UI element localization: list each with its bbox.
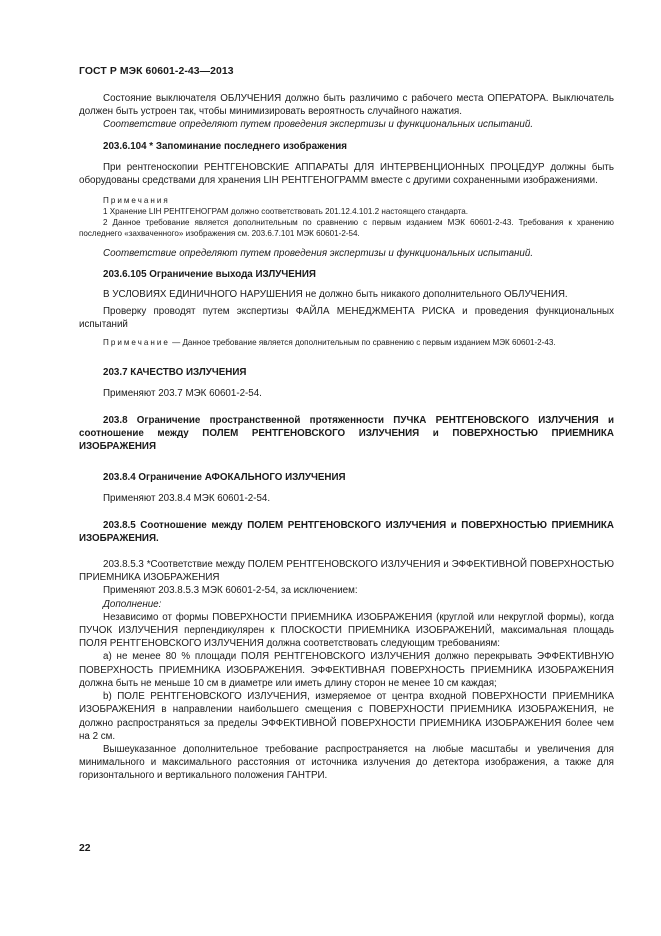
- document-body: [79, 92, 614, 783]
- note-item: 1 Хранение LIH РЕНТГЕНОГРАМ должно соответствовать 201.12.4.101.2 настоящего стандарта.: [103, 207, 469, 217]
- note-item: [79, 337, 614, 348]
- section-heading: 203.7 КАЧЕСТВО ИЗЛУЧЕНИЯ: [103, 367, 247, 379]
- page-number: 22: [79, 843, 91, 854]
- compliance-statement: Соответствие определяют путем проведения экспертизы и функциональных испытаний.: [103, 119, 534, 131]
- section-heading: 203.8.5 Соотношение между ПОЛЕМ РЕНТГЕНОВСКОГО ИЗЛУЧЕНИЯ и ПОВЕРХНОСТЬЮ ПРИЕМНИКА ИЗОБРАЖЕНИЯ.: [79, 519, 614, 544]
- note-text: — Данное требование является дополнительным по сравнению с первым изданием МЭК 60601-2-43.: [169, 338, 556, 348]
- paragraph: Проверку проводят путем экспертизы ФАЙЛА МЕНЕДЖМЕНТА РИСКА и проведения функциональных испытаний: [79, 305, 614, 331]
- list-item: b) ПОЛЕ РЕНТГЕНОВСКОГО ИЗЛУЧЕНИЯ, измеряемое от центра входной ПОВЕРХНОСТИ ПРИЕМНИКА ИЗОБРАЖЕНИЯ в направлении наибольшего смещения с ПОВЕРХНОСТИ ПРИЕМНИКА ИЗОБРАЖЕНИЯ, не должно распространяться за пределы ЭФФЕКТИВНОЙ ПОВЕРХНОСТИ ПРИЕМНИКА ИЗОБРАЖЕНИЯ более чем на 2 см.: [79, 691, 614, 742]
- paragraph: Состояние выключателя ОБЛУЧЕНИЯ должно быть различимо с рабочего места ОПЕРАТОРА. Выключатель должен быть устроен так, чтобы минимизировать вероятность случайного нажатия.: [79, 93, 614, 118]
- paragraph: Вышеуказанное дополнительное требование распространяется на любые масштабы и увеличения для минимального и максимального расстояния от источника излучения до детектора изображения, а также для горизонтального и вертикального положения ГАНТРИ.: [79, 743, 614, 782]
- section-heading: 203.6.105 Ограничение выхода ИЗЛУЧЕНИЯ: [103, 269, 316, 281]
- running-header: ГОСТ Р МЭК 60601-2-43—2013: [79, 66, 234, 77]
- paragraph: 203.8.5.3 *Соответствие между ПОЛЕМ РЕНТГЕНОВСКОГО ИЗЛУЧЕНИЯ и ЭФФЕКТИВНОЙ ПОВЕРХНОСТЬЮ ПРИЕМНИКА ИЗОБРАЖЕНИЯ: [79, 559, 614, 584]
- section-heading: 203.6.104 * Запоминание последнего изображения: [103, 140, 347, 152]
- note-item: 2 Данное требование является дополнительным по сравнению с первым изданием МЭК 60601-2-43. Требования к хранению последнего «захваченного» изображения см. 203.6.7.101 МЭК 60601-2-54.: [79, 218, 614, 239]
- section-heading: 203.8 Ограничение пространственной протяженности ПУЧКА РЕНТГЕНОВСКОГО ИЗЛУЧЕНИЯ и соотношение между ПОЛЕМ РЕНТГЕНОВСКОГО ИЗЛУЧЕНИЯ и ПОВЕРХНОСТЬЮ ПРИЕМНИКА ИЗОБРАЖЕНИЯ: [79, 414, 614, 453]
- paragraph: При рентгеноскопии РЕНТГЕНОВСКИЕ АППАРАТЫ ДЛЯ ИНТЕРВЕНЦИОННЫХ ПРОЦЕДУР должны быть оборудованы средствами для хранения LIH РЕНТГЕНОГРАММ вместе с другими сохраненными изображениями.: [79, 161, 614, 187]
- paragraph: Независимо от формы ПОВЕРХНОСТИ ПРИЕМНИКА ИЗОБРАЖЕНИЯ (круглой или некруглой формы), когда ПУЧОК ИЗЛУЧЕНИЯ перпендикулярен к ПЛОСКОСТИ ПРИЕМНИКА ИЗОБРАЖЕНИЙ, максимальная площадь ПОЛЯ РЕНТГЕНОВСКОГО ИЗЛУЧЕНИЯ должна соответствовать следующим требованиям:: [79, 611, 614, 650]
- compliance-statement: Соответствие определяют путем проведения экспертизы и функциональных испытаний.: [103, 248, 534, 260]
- notes-label: Примечания: [103, 196, 170, 206]
- section-heading: 203.8.4 Ограничение АФОКАЛЬНОГО ИЗЛУЧЕНИЯ: [103, 472, 346, 484]
- list-item: а) не менее 80 % площади ПОЛЯ РЕНТГЕНОВСКОГО ИЗЛУЧЕНИЯ должно перекрывать ЭФФЕКТИВНУЮ ПОВЕРХНОСТЬ ПРИЕМНИКА ИЗОБРАЖЕНИЯ. ЭФФЕКТИВНАЯ ПОВЕРХНОСТЬ ПРИЕМНИКА ИЗОБРАЖЕНИЯ должна быть не меньше 10 см в диаметре или иметь длину сторон не менее 10 см каждая;: [79, 651, 614, 689]
- paragraph: Применяют 203.7 МЭК 60601-2-54.: [103, 388, 262, 400]
- note-label: Примечание: [103, 338, 170, 348]
- addition-label: Дополнение:: [103, 598, 162, 610]
- paragraph: В УСЛОВИЯХ ЕДИНИЧНОГО НАРУШЕНИЯ не должно быть никакого дополнительного ОБЛУЧЕНИЯ.: [103, 288, 568, 300]
- paragraph: Применяют 203.8.4 МЭК 60601-2-54.: [103, 493, 271, 505]
- paragraph: Применяют 203.8.5.3 МЭК 60601-2-54, за исключением:: [103, 585, 358, 597]
